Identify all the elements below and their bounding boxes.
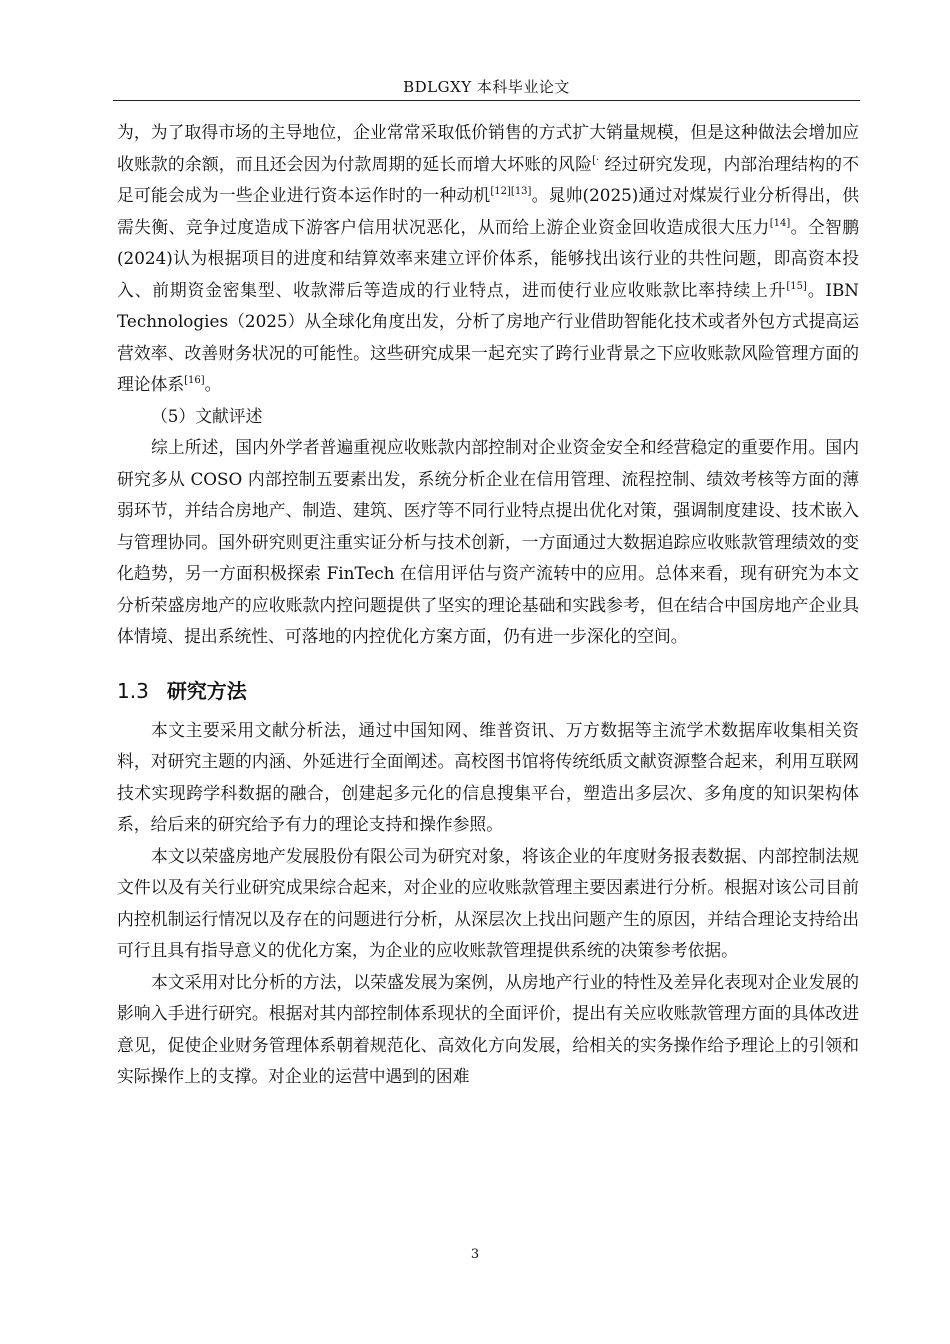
section-title: 研究方法 (166, 678, 247, 703)
paragraph-text: 。仝智鹏(2024)认为根据项目的进度和结算效率来建立评价体系，能够找出该行业的共性问题，即高资本投入、前期资金密集型、收款滞后等造成的行业特点，进而使行业应收账款比率持续上升 (117, 216, 859, 300)
paragraph-text: 。晁帅(2025)通过对煤炭行业分析得出，供需失衡、竞争过度造成下游客户信用状况恶化，从而给上游企业资金回收造成很大压力 (117, 185, 859, 237)
section-number: 1.3 (117, 678, 149, 703)
paragraph-method-case: 本文以荣盛房地产发展股份有限公司为研究对象，将该企业的年度财务报表数据、内部控制法规文件以及有关行业研究成果综合起来，对企业的应收账款管理主要因素进行分析。根据对该公司目前内控机制运行情况以及存在的问题进行分析，从深层次上找出问题产生的原因，并结合理论支持给出可行且具有指导意义的优化方案，为企业的应收账款管理提供系统的决策参考依据。 (117, 845, 859, 960)
citation: [14] (769, 217, 791, 229)
paragraph-literature-continued (117, 117, 859, 401)
page-number: 3 (470, 1247, 480, 1262)
paragraph-text: 。IBN Technologies（2025）从全球化角度出发，分析了房地产行业借助智能化技术或者外包方式提高运营效率、改善财务状况的可能性。这些研究成果一起充实了跨行业背景之下应收账款风险管理方面的理论体系 (117, 279, 859, 394)
header-rule (113, 100, 860, 101)
running-header: BDLGXY 本科毕业论文 (403, 78, 570, 96)
citation: [16] (184, 375, 205, 386)
paragraph-text: 。 (204, 374, 222, 394)
paragraph-method-comparison: 本文采用对比分析的方法，以荣盛发展为案例，从房地产行业的特性及差异化表现对企业发展的影响入手进行研究。根据对其内部控制体系现状的全面评价，提出有关应收账款管理方面的具体改进意见，促使企业财务管理体系朝着规范化、高效化方向发展，给相关的实务操作给予理论上的引领和实际操作上的支撑。对企业的运营中遇到的困难 (117, 971, 859, 1086)
citation: [12][13] (490, 186, 532, 197)
paragraph-literature-review: 综上所述，国内外学者普遍重视应收账款内部控制对企业资金安全和经营稳定的重要作用。国内研究多从 COSO 内部控制五要素出发，系统分析企业在信用管理、流程控制、绩效考核等方面的薄弱环节，并结合房地产、制造、建筑、医疗等不同行业特点提出优化对策，强调制度建设、技术嵌入与管理协同。国外研究则更注重实证分析与技术创新，一方面通过大数据追踪应收账款管理绩效的变化趋势，另一方面积极探索 FinTech 在信用评估与资产流转中的应用。总体来看，现有研究为本文分析荣盛房地产的应收账款内控问题提供了坚实的理论基础和实践参考，但在结合中国房地产企业具体情境、提出系统性、可落地的内控优化方案方面，仍有进一步深化的空间。 (117, 437, 859, 646)
page-body (117, 117, 859, 1093)
citation: [15] (786, 280, 807, 292)
subsection-heading: （5）文献评述 (151, 405, 263, 426)
paragraph-text: 为，为了取得市场的主导地位，企业常常采取低价销售的方式扩大销量规模，但是这种做法会增加应收账款的余额，而且还会因为付款周期的延长而增大坏账的风险 (117, 122, 859, 174)
paragraph-method-literature: 本文主要采用文献分析法，通过中国知网、维普资讯、万方数据等主流学术数据库收集相关资料，对研究主题的内涵、外延进行全面阐述。高校图书馆将传统纸质文献资源整合起来，利用互联网技术实现跨学科数据的融合，创建起多元化的信息搜集平台，塑造出多层次、多角度的知识架构体系，给后来的研究给予有力的理论支持和操作参照。 (117, 719, 859, 834)
citation: [· (592, 154, 600, 166)
paragraph-text: 经过研究发现，内部治理结构的不足可能会成为一些企业进行资本运作时的一种动机 (117, 153, 859, 205)
section-heading (117, 675, 859, 707)
